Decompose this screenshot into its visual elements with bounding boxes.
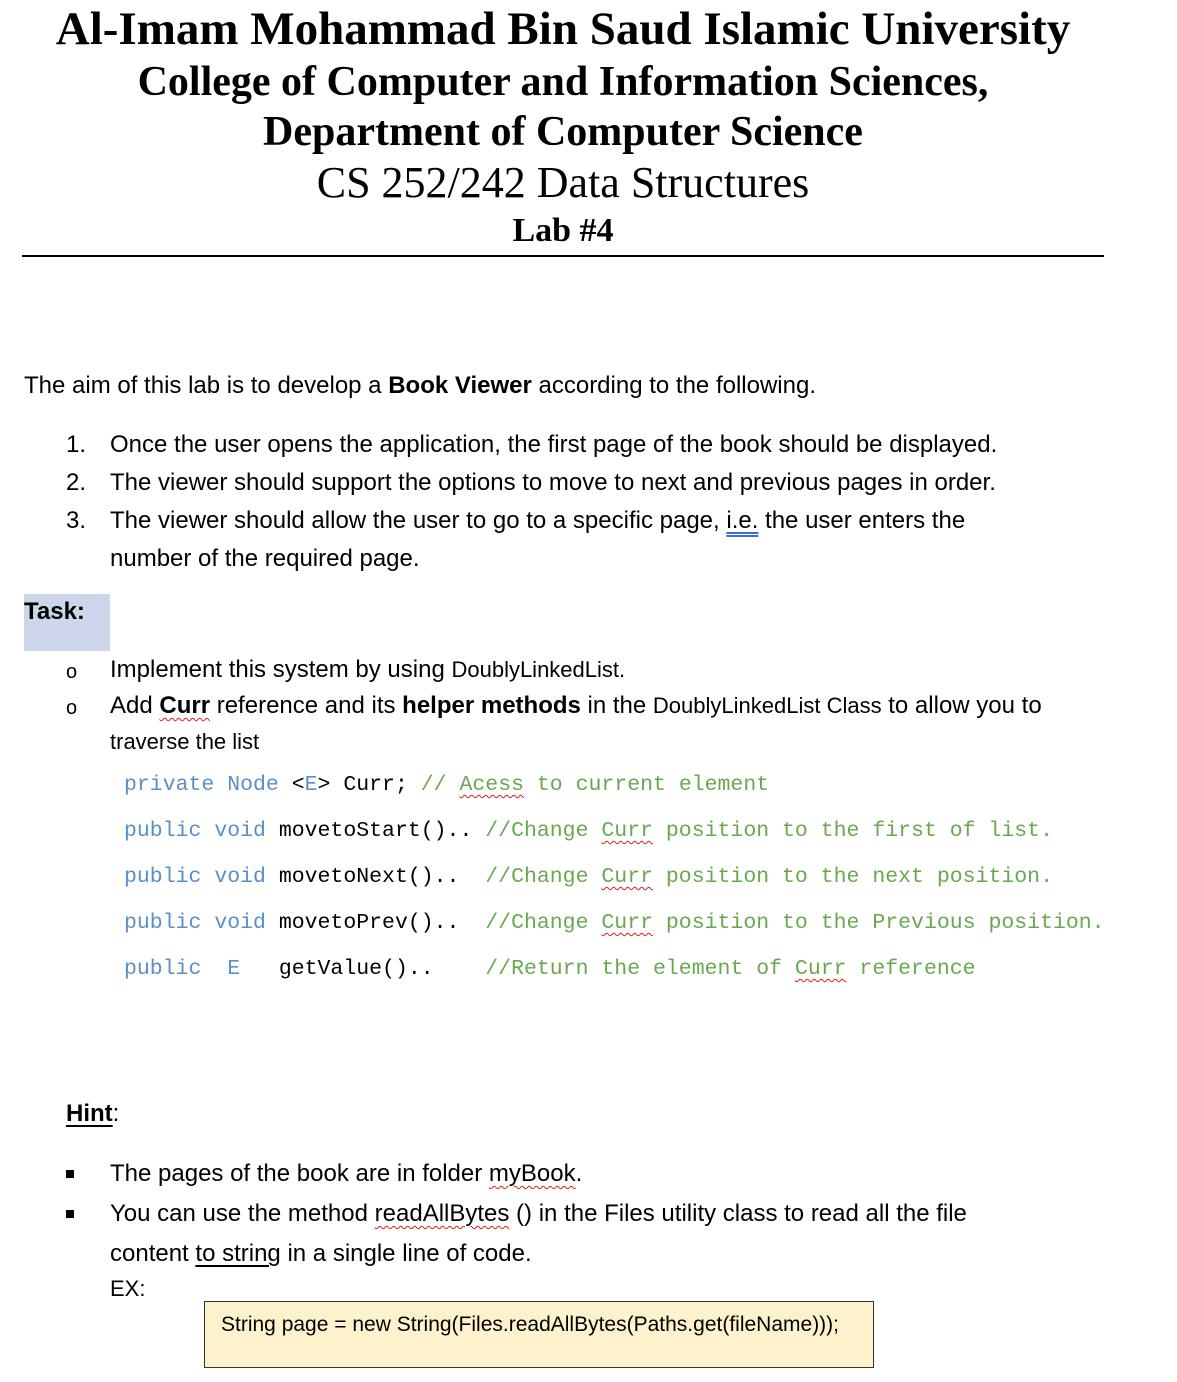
bullet-circle-icon: o <box>66 661 78 683</box>
aim-prefix: The aim of this lab is to develop a <box>24 372 389 399</box>
code-text: movetoStart().. <box>278 819 486 843</box>
header-divider <box>22 255 1104 257</box>
college-title: College of Computer and Information Sciences, <box>137 59 989 105</box>
folder-name: myBook <box>488 1160 576 1187</box>
list-text: The viewer should allow the user to go to a specific page, <box>110 507 727 534</box>
aim-suffix: according to the following. <box>531 372 816 399</box>
code-type: E <box>304 773 318 797</box>
list-text: () <box>509 1200 533 1227</box>
list-text: You can use the method <box>110 1200 375 1227</box>
example-code-box <box>204 1301 874 1368</box>
list-text: The viewer should support the options to move to next and previous pages in order. <box>110 469 996 496</box>
list-text: the user enters the <box>758 507 966 534</box>
code-comment: position to the first of list. <box>653 819 1053 843</box>
code-text: movetoPrev().. <box>278 911 486 935</box>
list-item <box>66 652 1126 688</box>
class-name: DoublyLinkedList Class <box>652 693 882 718</box>
task-heading: Task: <box>24 598 85 625</box>
list-item <box>66 464 1126 502</box>
aim-paragraph <box>24 370 816 402</box>
hint-colon: : <box>112 1100 120 1127</box>
code-line <box>124 860 1105 906</box>
list-item <box>66 502 1126 578</box>
list-item <box>66 426 1126 464</box>
code-keyword: public void <box>124 865 279 889</box>
code-comment: //Change <box>485 819 602 843</box>
list-number: 2. <box>66 469 87 496</box>
list-text: number of the required page. <box>110 545 420 572</box>
list-text: in the <box>580 692 653 719</box>
code-line <box>124 814 1105 860</box>
list-text: in the Files utility class to read all the file <box>532 1200 967 1227</box>
hint-label: Hint <box>66 1100 113 1127</box>
code-comment: position to the next position. <box>653 865 1053 889</box>
code-line <box>124 768 1105 814</box>
list-text: reference and its <box>210 692 403 719</box>
code-comment: Curr <box>601 819 653 843</box>
lab-title: Lab #4 <box>512 212 614 249</box>
code-text: getValue().. <box>278 957 486 981</box>
document-header <box>22 0 1104 253</box>
example-label: EX: <box>110 1276 146 1301</box>
code-comment: //Change <box>485 911 602 935</box>
code-keyword: public E <box>124 957 279 981</box>
list-item <box>66 688 1126 760</box>
list-text: . <box>575 1160 583 1187</box>
bullet-square-icon <box>66 1210 74 1218</box>
code-text: < <box>291 773 305 797</box>
code-text: movetoNext().. <box>278 865 486 889</box>
list-text: to allow you to <box>881 692 1042 719</box>
list-text: Add <box>110 692 160 719</box>
list-item <box>66 1194 1126 1274</box>
code-comment: Curr <box>601 865 653 889</box>
class-name: DoublyLinkedList. <box>451 657 626 682</box>
code-keyword: public void <box>124 819 279 843</box>
department-title: Department of Computer Science <box>263 109 863 155</box>
code-comment: //Change <box>485 865 602 889</box>
code-comment: to current element <box>524 773 770 797</box>
ie-abbreviation: i.e. <box>726 507 759 534</box>
code-keyword: public void <box>124 911 279 935</box>
list-text: in a single line of code. <box>280 1240 532 1267</box>
code-comment: Acess <box>459 773 524 797</box>
aim-bold: Book Viewer <box>388 372 532 399</box>
helper-methods-term: helper methods <box>402 692 581 719</box>
bullet-circle-icon: o <box>66 697 78 719</box>
list-text: The pages of the book are in folder <box>110 1160 489 1187</box>
list-item <box>66 1154 1126 1194</box>
hint-list <box>66 1154 1126 1274</box>
university-title: Al-Imam Mohammad Bin Saud Islamic University <box>55 3 1071 55</box>
task-list <box>66 652 1126 760</box>
curr-term: Curr <box>159 692 211 719</box>
list-text: Implement this system by using <box>110 656 452 683</box>
code-comment: //Return the element of <box>485 957 795 981</box>
list-text: content <box>110 1240 196 1267</box>
code-comment: position to the Previous position. <box>653 911 1105 935</box>
code-line <box>124 906 1105 952</box>
example-code: String page = new String(Files.readAllBytes(Paths.get(fileName))); <box>221 1313 840 1336</box>
list-text: traverse the list <box>110 729 260 754</box>
list-number: 1. <box>66 431 87 458</box>
code-comment: Curr <box>601 911 653 935</box>
code-snippet <box>124 768 1105 998</box>
list-text: Once the user opens the application, the first page of the book should be displayed. <box>110 431 998 458</box>
code-comment: Curr <box>794 957 847 981</box>
code-line <box>124 952 1105 998</box>
requirements-list <box>66 426 1126 578</box>
code-text: > Curr; <box>317 773 421 797</box>
bullet-square-icon <box>66 1170 74 1178</box>
to-string-term: to string <box>195 1240 281 1267</box>
code-comment: reference <box>846 957 976 981</box>
code-comment: // <box>420 773 460 797</box>
hint-heading <box>66 1098 119 1130</box>
list-number: 3. <box>66 507 87 534</box>
method-name: readAllBytes <box>374 1200 510 1227</box>
code-keyword: private Node <box>124 773 292 797</box>
course-title: CS 252/242 Data Structures <box>316 158 810 207</box>
